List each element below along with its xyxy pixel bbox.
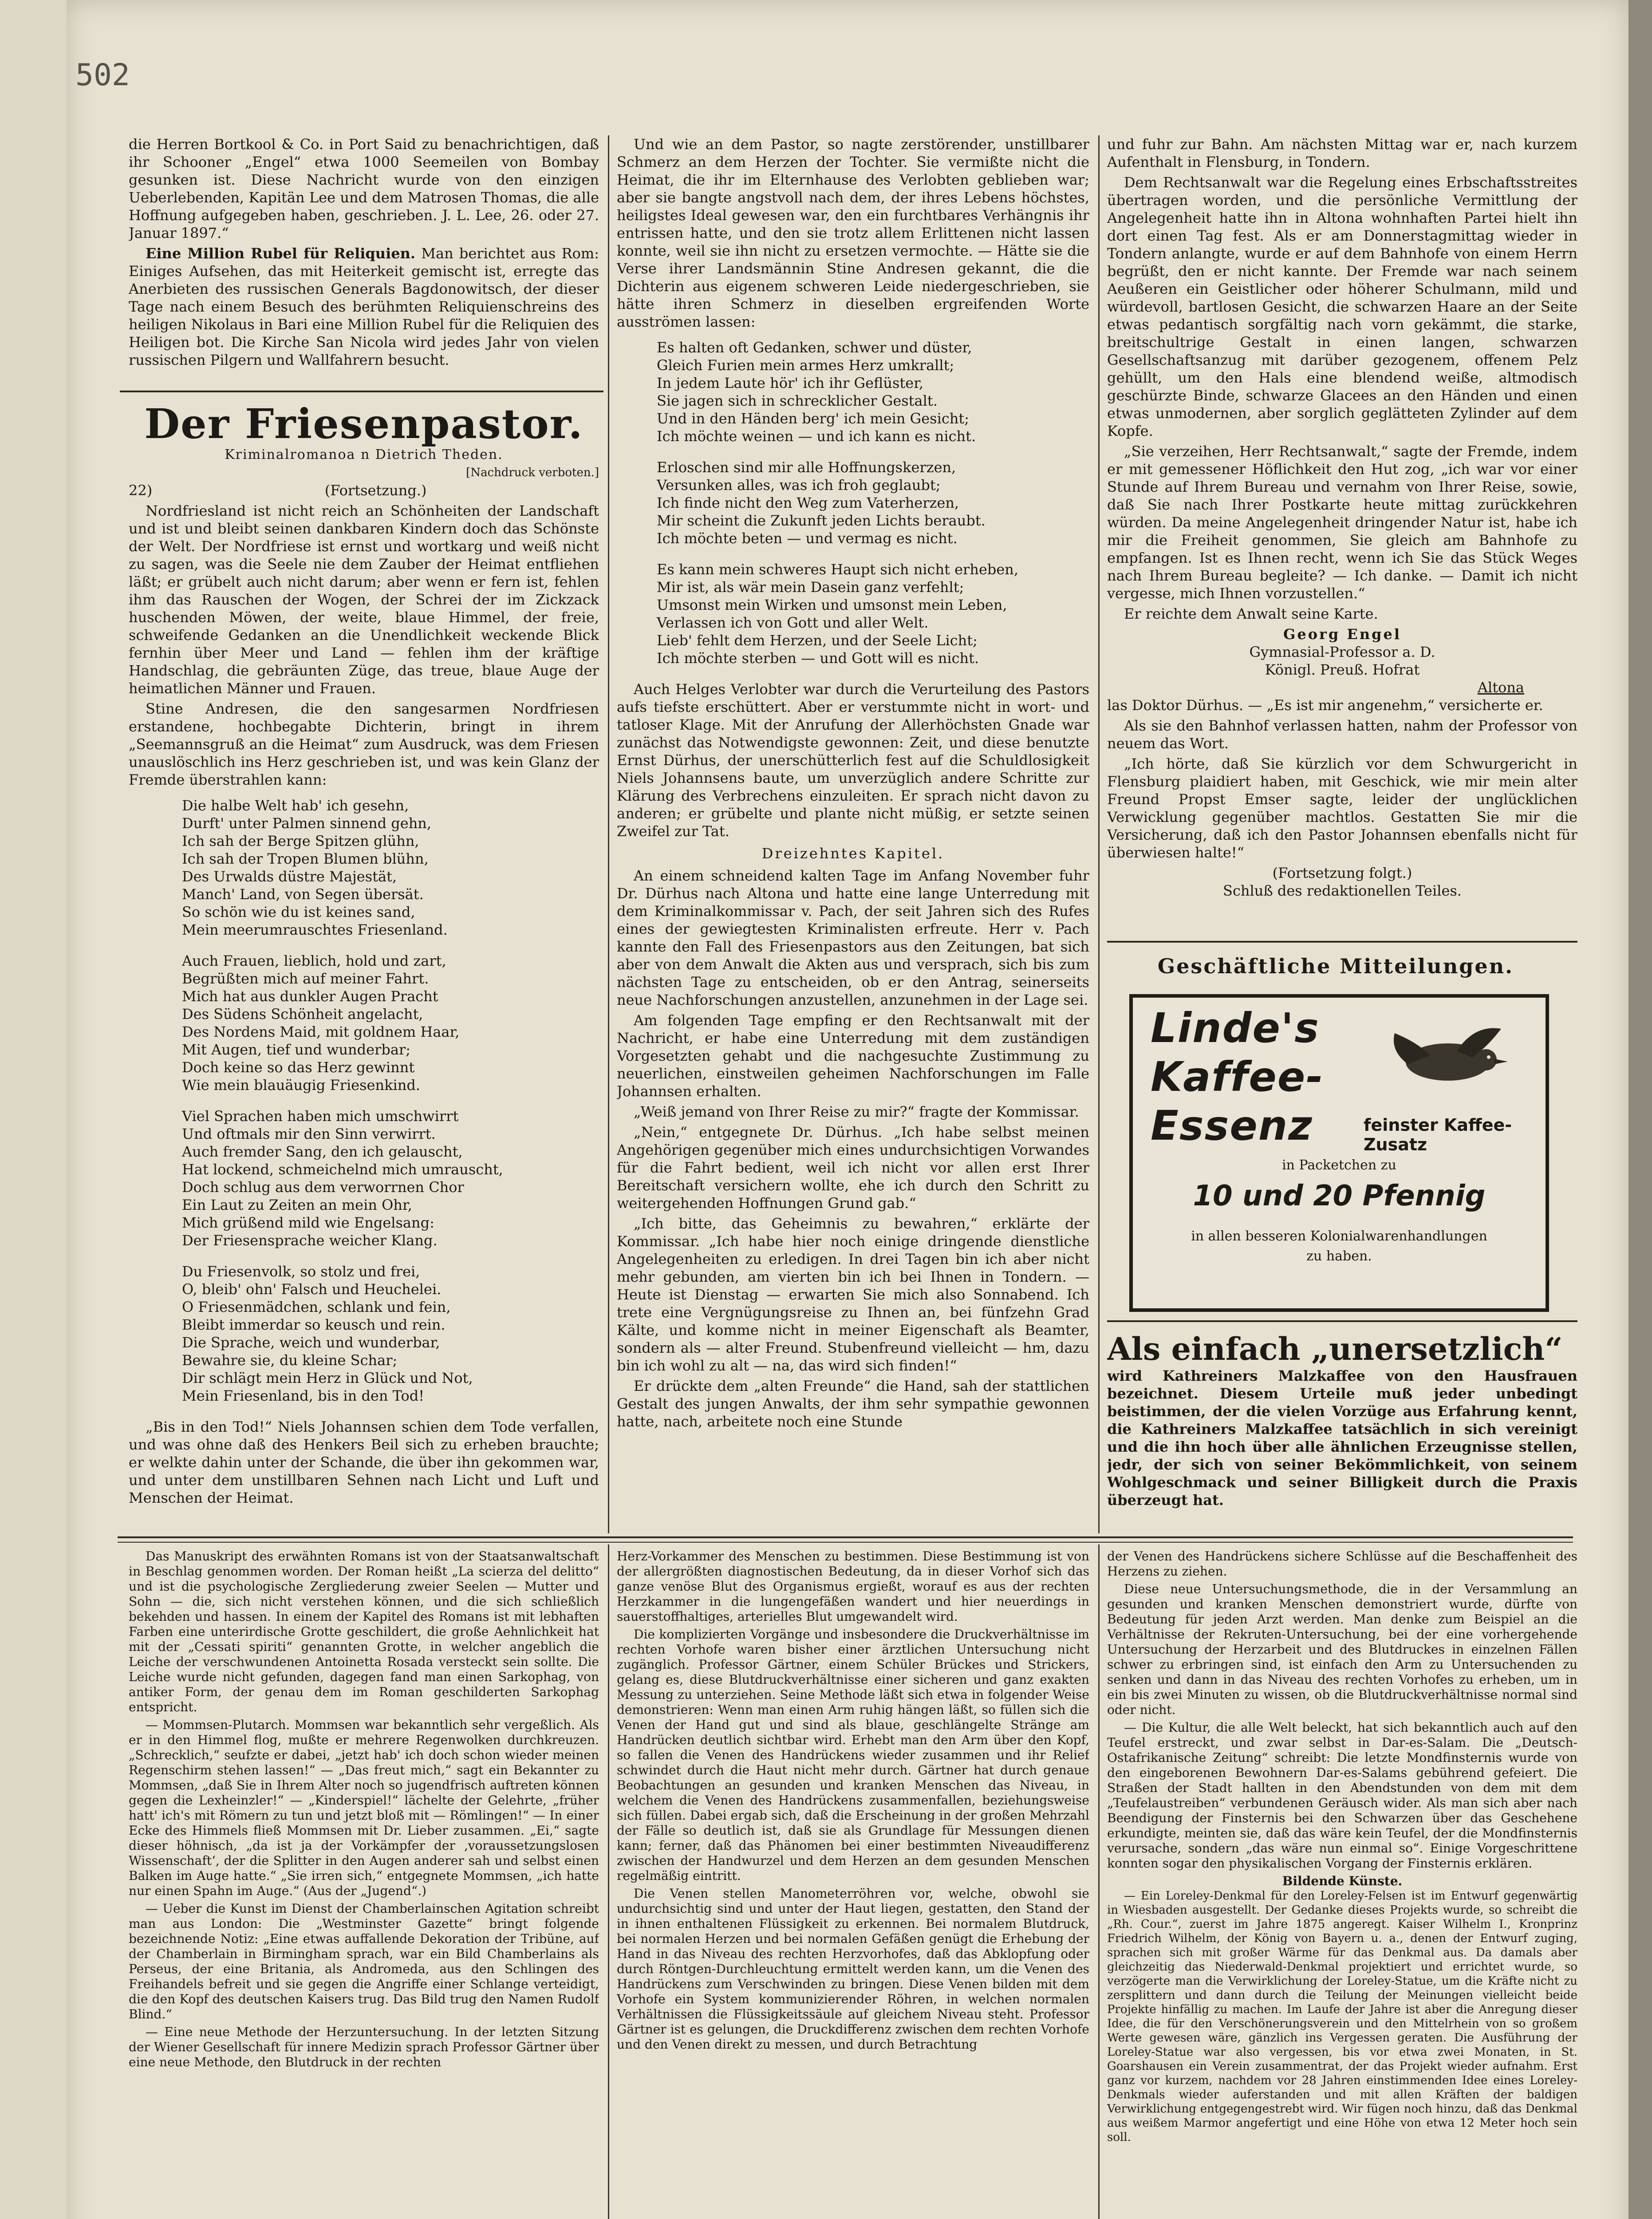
- poem-line: Und in den Händen berg' ich mein Gesicht;: [657, 410, 969, 427]
- ad-price: 10 und 20 Pfennig: [1193, 1180, 1486, 1212]
- poem-line: Wie mein blauäugig Friesenkind.: [182, 1077, 420, 1094]
- chapter-heading: Dreizehntes Kapitel.: [761, 845, 945, 862]
- poem-line: Ich finde nicht den Weg zum Vaterherzen,: [657, 494, 959, 511]
- novel-paragraph: „Bis in den Tod!“ Niels Johannsen schien dem Tode verfallen, und was ohne daß des Henkers Beil sich zu erheben brauchte; er welkte dahin unter der Schande, die über ihn gekommen war, und unter dem unstillbaren Sehnen nach Licht und Luft und Menschen der Heimat.: [129, 1418, 599, 1506]
- feuilleton-paragraph: — Ein Loreley-Denkmal für den Loreley-Felsen ist im Entwurf gegenwärtig in Wiesbaden ausgestellt. Der Gedanke dieses Projekts wurde, so schreibt die „Rh. Cour.“, zuerst im Jahre 1875 angeregt. Kaiser Wilhelm I., Kronprinz Friedrich Wilhelm, der König von Bayern u. a., denen der Entwurf zuging, sprachen sich mit großer Wärme für das Denkmal aus. Da damals aber gleichzeitig das Niederwald-Denkmal projektiert und errichtet wurde, so verzögerte man die Verwirklichung der Loreley-Statue, um die Kräfte nicht zu zersplittern und dann durch die Teilung der Meinungen vielleicht beide Projekte hinfällig zu machen. Im Laufe der Jahre ist aber die Anregung dieser Idee, die für den Verschönerungsverein und den Mittelrhein von so großem Werte gewesen wäre, gänzlich ins Vergessen geraten. Die Ausführung der Loreley-Statue war also vergessen, bis vor etwa zwei Monaten, in St. Goarshausen ein Verein zusammentrat, der das Projekt wieder aufnahm. Erst ganz vor kurzem, nachdem vor 28 Jahren einstimmenden Idee eines Loreley-Denkmals wieder auferstanden und mit allen Kräften der baldigen Verwirklichung entgegengestrebt wird. Wir fügen noch hinzu, daß das Denkmal aus weißem Marmor angefertigt und eine Höhe von etwa 12 Meter hoch sein soll.: [1107, 1889, 1577, 2144]
- poem-stanza: [182, 1107, 599, 1249]
- poem-line: Mit Augen, tief und wunderbar;: [182, 1041, 411, 1058]
- poem-line: Mir ist, als wär mein Dasein ganz verfehlt;: [657, 579, 964, 596]
- poem-line: So schön wie du ist keines sand,: [182, 904, 415, 920]
- page-number: 502: [75, 58, 130, 93]
- poem-stanza: [182, 1263, 599, 1405]
- poem-stanza: [657, 561, 1089, 667]
- linde-kaffee-ad: [1129, 994, 1549, 1312]
- poem-line: Lieb' fehlt dem Herzen, und der Seele Licht;: [657, 632, 978, 649]
- ad-packs-label: in Packetchen zu: [1282, 1157, 1396, 1173]
- poem-line: Hat lockend, schmeichelnd mich umrauscht,: [182, 1161, 503, 1178]
- poem-seemannsgruss: [182, 797, 599, 1405]
- poem-stanza: [182, 952, 599, 1094]
- poem-line: Verlassen ich von Gott und aller Welt.: [657, 614, 929, 631]
- novel-paragraph: Er reichte dem Anwalt seine Karte.: [1124, 605, 1378, 622]
- poem-line: Des Nordens Maid, mit goldnem Haar,: [182, 1023, 460, 1040]
- poem-line: Manch' Land, von Segen übersät.: [182, 886, 424, 903]
- news-headline: Eine Million Rubel für Reliquien.: [146, 245, 415, 262]
- poem-line: Mir scheint die Zukunft jeden Lichts beraubt.: [657, 512, 986, 529]
- card-city: Altona: [1477, 679, 1524, 696]
- column-rule: [1098, 135, 1100, 1533]
- ad-stores: zu haben.: [1306, 1248, 1372, 1264]
- feuilleton-paragraph: der Venen des Handrückens sichere Schlüsse auf die Beschaffenheit des Herzens zu ziehen.: [1107, 1549, 1577, 1579]
- novel-paragraph: Am folgenden Tage empfing er den Rechtsanwalt mit der Nachricht, er habe eine Unterredung mit dem zuständigen Vorgesetzten gehabt und die nachgesuchte Zustimmung zu neuerlichen, einstweilen geheimen Nachforschungen im Falle Johannsen erhalten.: [617, 1012, 1089, 1100]
- poem-line: Es kann mein schweres Haupt sich nicht erheben,: [657, 561, 1019, 578]
- reprint-notice: [Nachdruck verboten.]: [466, 466, 599, 479]
- poem-stanza: [657, 458, 1089, 547]
- novel-column-1: [129, 397, 599, 1533]
- poem-line: Erloschen sind mir alle Hoffnungskerzen,: [657, 459, 956, 476]
- poem-line: Auch Frauen, lieblich, hold und zart,: [182, 952, 446, 969]
- poem-line: Mich hat aus dunkler Augen Pracht: [182, 988, 438, 1005]
- poem-line: Mich grüßend mild wie Engelsang:: [182, 1214, 434, 1231]
- news-column-1: [129, 135, 599, 388]
- poem-line: Mein Friesenland, bis in den Tod!: [182, 1387, 425, 1404]
- ad-brand-line: Kaffee-: [1151, 1053, 1324, 1101]
- feuilleton-paragraph: — Eine neue Methode der Herzuntersuchung. In der letzten Sitzung der Wiener Gesellschaft für innere Medizin sprach Professor Gärtner über eine neue Methode, den Blutdruck in der rechten: [129, 2025, 599, 2069]
- feuilleton-column-2: [617, 1549, 1089, 2219]
- ad-stores: in allen besseren Kolonialwarenhandlungen: [1191, 1228, 1487, 1244]
- novel-paragraph: „Ich bitte, das Geheimnis zu bewahren,“ erklärte der Kommissar. „Ich habe hier noch einige dringende dienstliche Angelegenheiten zu erledigen. In drei Tagen bin ich aber nicht mehr gebunden, am vierten bin ich bei Ihnen in Tondern. — Heute ist Dienstag — erwarten Sie mich also Sonnabend. Ich trete eine Vergnügungsreise zu Ihnen an, bei fünfzehn Grad Kälte, und komme nicht in meiner Eigenschaft als Beamter, sondern als — alter Freund. Stubenfreund vielleicht — hm, dazu bin ich wohl zu alt — na, das wird sich finden!“: [617, 1215, 1089, 1374]
- poem-stanza: [657, 339, 1089, 445]
- poem-line: Umsonst mein Wirken und umsonst mein Leben,: [657, 596, 1007, 613]
- feuilleton-paragraph: — Ueber die Kunst im Dienst der Chamberlainschen Agitation schreibt man aus London: Die „Westminster Gazette“ bringt folgende bezeichnende Notiz: „Eine etwas auffallende Dekoration der Tribüne, auf der Chamberlain in Birmingham sprach, war ein Bild Chamberlains als Perseus, der eine Britania, als Andromeda, aus den Schlingen des Freihandels befreit und sie gegen die Angriffe einer Schlange verteidigt, die den Kopf des deutschen Kaisers trug. Das Bild trug den Namen Rudolf Blind.“: [129, 1901, 599, 2022]
- feuilleton-rule-thin: [118, 1542, 1573, 1543]
- novel-paragraph: „Ich hörte, daß Sie kürzlich vor dem Schwurgericht in Flensburg plaidiert haben, mit Geschick, wie mir mein alter Freund Propst Emser sagte, leider der unglücklichen Verwicklung gegenüber machtlos. Gestatten Sie mir die Versicherung, daß ich den Pastor Johannsen ebenfalls nicht für überwiesen halte!“: [1107, 755, 1577, 861]
- news-text: Man berichtet aus Rom: Einiges Aufsehen, das mit Heiterkeit gemischt ist, erregte das Anerbieten des russischen Generals Bagdonowitsch, der dieser Tage nach einem Besuch des berühmten Reliquienschreins des heiligen Nikolaus in Bari eine Million Rubel für die Reliquien des Heiligen bot. Die Kirche San Nicola wird jedes Jahr von vielen russischen Pilgern und Wallfahrern besucht.: [129, 245, 599, 368]
- novel-paragraph: „Nein,“ entgegnete Dr. Dürhus. „Ich habe selbst meinen Angehörigen gegenüber mich eines undurchsichtigen Vorwandes für die Fahrt bedient, weil ich nicht vor allen erst Ihrer Bereitschaft versichern wollte, ehe ich durch den Schritt zu weitergehenden Hoffnungen Grund gab.“: [617, 1124, 1089, 1212]
- novel-column-2: [617, 135, 1089, 1533]
- novel-paragraph: Als sie den Bahnhof verlassen hatten, nahm der Professor von neuem das Wort.: [1107, 717, 1577, 752]
- poem-line: Du Friesenvolk, so stolz und frei,: [182, 1263, 420, 1280]
- poem-line: Ich sah der Berge Spitzen glühn,: [182, 833, 419, 849]
- novel-paragraph: „Sie verzeihen, Herr Rechtsanwalt,“ sagte der Fremde, indem er mit gemessener Höflichkeit den Hut zog, „ich war vor einer Stunde auf Ihrem Bureau und vernahm von Ihrer Reise, sowie, daß Sie nach Ihrer Postkarte heute mittag zurückkehren würden. Da meine Angelegenheit dringender Natur ist, habe ich mir die Freiheit genommen, Sie gleich am Bahnhofe zu empfangen. Ist es Ihnen recht, wenn ich Sie das Stück Weges nach Ihrem Bureau begleite? — Ich danke. — Damit ich nicht vergesse, mich Ihnen vorzustellen.“: [1107, 443, 1577, 602]
- poem-line: Es halten oft Gedanken, schwer und düster,: [657, 339, 972, 356]
- feuilleton-column-1: [129, 1549, 599, 2219]
- kathreiner-notice: [1107, 1331, 1577, 1533]
- novel-paragraph: An einem schneidend kalten Tage im Anfang November fuhr Dr. Dürhus nach Altona und hatte eine lange Unterredung mit dem Kriminalkommissar v. Pach, der seit Jahren sich des Rufes eines der gewiegtesten Kriminalisten erfreute. Herr v. Pach kannte den Fall des Friesenpastors aus den Zeitungen, bat sich aber von dem Anwalt die Akten aus und versprach, sich bis zum nächsten Tage zu entscheiden, ob er den Antrag, seinerseits neue Nachforschungen anzustellen, anzunehmen in der Lage sei.: [617, 867, 1089, 1008]
- section-rule: [1107, 1320, 1577, 1322]
- feuilleton-column-3: [1107, 1549, 1577, 2219]
- card-title: Königl. Preuß. Hofrat: [1265, 661, 1420, 678]
- instalment-number: 22): [129, 482, 153, 499]
- novel-paragraph: Stine Andresen, die den sangesarmen Nordfriesen erstandene, hochbegabte Dichterin, bringt in ihrem „Seemannsgruß an die Heimat“ zum Ausdruck, was dem Friesen unauslöschlich ins Herz geschrieben ist, und was kein Glanz der Fremde überstrahlen kann:: [129, 700, 599, 788]
- poem-line: O, bleib' ohn' Falsch und Heuchelei.: [182, 1281, 442, 1298]
- poem-line: Viel Sprachen haben mich umschwirrt: [182, 1108, 459, 1125]
- card-name: Georg Engel: [1283, 626, 1401, 643]
- editorial-end-note: Schluß des redaktionellen Teiles.: [1223, 882, 1462, 899]
- novel-paragraph: Er drückte dem „alten Freunde“ die Hand, sah der stattlichen Gestalt des jungen Anwalts, der ihm sehr sympathie gewonnen hatte, nach, arbeitete noch eine Stunde: [617, 1378, 1089, 1430]
- novel-paragraph: Nordfriesland ist nicht reich an Schönheiten der Landschaft und ist und bleibt seinen dankbaren Kindern doch das Schönste der Welt. Der Nordfriese ist ernst und wortkarg und weiß nicht zu sagen, was die Seele nie dem Zauber der Heimat entfliehen läßt; er grübelt auch nicht darum; aber wenn er fern ist, fehlen ihm das Rauschen der Wogen, der Schrei der im Zickzack huschenden Möwen, der weite, blaue Himmel, der freie, schweifende Gedanken an die Unendlichkeit weckende Blick fernhin über Meer und Land — fehlen ihm der kräftige Handschlag, die gebräunten Züge, das treue, blaue Auge der heimatlichen Männer und Frauen.: [129, 502, 599, 697]
- poem-line: Gleich Furien mein armes Herz umkrallt;: [657, 357, 954, 374]
- visiting-card: [1107, 625, 1577, 696]
- dove-logo-icon: [1381, 1015, 1514, 1104]
- novel-paragraph: Dem Rechtsanwalt war die Regelung eines Erbschaftsstreites übertragen worden, und die persönliche Vermittlung der Angelegenheit hatte ihn in Altona wohnhaften Partei hielt ihn dort einen Tag fest. Als er am Donnerstagmittag wieder in Tondern anlangte, wurde er auf dem Bahnhofe von einem Herrn begrüßt, den er nicht kannte. Der Fremde war nach seinem Aeußeren ein Geistlicher oder höherer Schulmann, mild und würdevoll, bartlosen Gesicht, die schwarzen Haare an der Seite etwas pedantisch sorgfältig nach vorn gekämmt, die starke, breitschultrige Gestalt in einen langen, schwarzen Gesellschaftsanzug mit darüber gezogenem, offenem Pelz gehüllt, um den Hals eine blendend weiße, altmodisch geschürzte Binde, schwarze Glacees an den Händen und einen etwas unmodernen, aber sorglich geglätteten Zylinder auf dem Kopfe.: [1107, 174, 1577, 439]
- poem-line: Ich möchte beten — und vermag es nicht.: [657, 530, 958, 547]
- continued-note: (Fortsetzung folgt.): [1272, 865, 1412, 881]
- feuilleton-paragraph: Herz-Vorkammer des Menschen zu bestimmen. Diese Bestimmung ist von der allergrößten diagnostischen Bedeutung, da in dieser Vorhof sich das ganze venöse Blut des Organismus ergießt, worauf es aus der rechten Herzkammer in die lungengefäßen wandert und hier neuerdings in sauerstoffhaltiges, arterielles Blut umgewandelt wird.: [617, 1549, 1089, 1624]
- novel-paragraph: Auch Helges Verlobter war durch die Verurteilung des Pastors aufs tiefste erschüttert. Aber er verstummte nicht in wort- und tatloser Klage. Mit der Anrufung der Allerhöchsten Gnade war zunächst das Notwendigste gewonnen: Zeit, und diese benutzte Ernst Dürhus, der unerschütterlich fest auf die Schuldlosigkeit Niels Johannsens baute, um unverzüglich andere Schritte zur Klärung des Verbrechens einzuleiten. Er sprach nicht davon zu anderen; er grübelte und plante nicht müßig, er setzte seinen Zweifel zur Tat.: [617, 681, 1089, 840]
- poem-line: Des Südens Schönheit angelacht,: [182, 1006, 423, 1023]
- poem-stanza: [182, 797, 599, 939]
- poem-line: Versunken alles, was ich froh geglaubt;: [657, 477, 941, 494]
- poem-line: Mein meerumrauschtes Friesenland.: [182, 921, 448, 938]
- novel-paragraph: Und wie an dem Pastor, so nagte zerstörender, unstillbarer Schmerz an dem Herzen der Tochter. Sie vermißte nicht die Heimat, die ihr im Elternhause des Verlobten geblieben war; aber sie bangte angstvoll nach dem, der ihres Lebens höchstes, heiligstes Ideal gewesen war, den ein furchtbares Verhängnis ihr entrissen hatte, und den sie trotz allem Erlittenen nicht lassen konnte, weil sie ihn nicht zu ersetzen vermochte. — Hätte sie die Verse ihrer Landsmännin Stine Andresen gekannt, die die Dichterin aus eigenem schweren Leide niedergeschrieben, sie hätte ihren Schmerz in dieselben ergreifenden Worte ausströmen lassen:: [617, 136, 1089, 330]
- feuilleton-paragraph: — Mommsen-Plutarch. Mommsen war bekanntlich sehr vergeßlich. Als er in den Himmel flog, mußte er mehrere Regenwolken durchkreuzen. „Schrecklich,“ seufzte er dabei, „jetzt hab' ich doch schon wieder meinen Regenschirm stehen lassen!“ — „Das freut mich,“ sagt ein Bekannter zu Mommsen, „daß Sie in Ihrem Alter noch so jugendfrisch auftreten können gegen die Lexheinzler!“ — „Kinderspiel!“ lächelte der Gelehrte, „früher hatt' ich's mit Römern zu tun und jetzt bloß mit — Römlingen!“ — In einer Ecke des Himmels fließ Mommsen mit Dr. Lieber zusammen. „Ei,“ sagte dieser höhnisch, „da ist ja der Vorkämpfer der ‚voraussetzungslosen Wissenschaft‘, der die Splitter in den Augen anderer sah und selbst einen Balken im Auge hatte.“ „Sie irren sich,“ entgegnete Mommsen, „ich hatte nur einen Spahn im Auge.“ (Aus der „Jugend“.): [129, 1718, 599, 1898]
- column-rule: [608, 135, 609, 1533]
- column-rule: [1098, 1544, 1100, 2219]
- poem-line: Sie jagen sich in schrecklicher Gestalt.: [657, 392, 938, 409]
- news-paragraph: die Herren Bortkool & Co. in Port Said zu benachrichtigen, daß ihr Schooner „Engel“ etwa 1000 Seemeilen von Bombay gesunken ist. Diese Nachricht wurde von den einzigen Ueberlebenden, Kapitän Lee und dem Matrosen Thomas, die alle Hoffnung aufgegeben haben, geschrieben. J. L. Lee, 26. oder 27. Januar 1897.“: [129, 136, 599, 241]
- ad-tagline: feinster Kaffee-Zusatz: [1364, 1115, 1512, 1154]
- ad-brand-line: Linde's: [1151, 1004, 1320, 1052]
- notice-title: Als einfach „unersetzlich“: [1107, 1331, 1563, 1367]
- poem-line: Durft' unter Palmen sinnend gehn,: [182, 815, 432, 832]
- poem-line: Ich sah der Tropen Blumen blühn,: [182, 850, 429, 867]
- poem-line: Auch fremder Sang, den ich gelauscht,: [182, 1143, 463, 1160]
- poem-line: Bewahre sie, du kleine Schar;: [182, 1352, 398, 1369]
- column-rule: [608, 1544, 609, 2219]
- novel-paragraph: „Weiß jemand von Ihrer Reise zu mir?“ fragte der Kommissar.: [634, 1103, 1079, 1120]
- ad-brand-line: Essenz: [1151, 1102, 1313, 1149]
- feuilleton-rule: [118, 1536, 1573, 1538]
- poem-andresen: [657, 339, 1089, 667]
- feuilleton-paragraph: Diese neue Untersuchungsmethode, die in der Versammlung an gesunden und kranken Menschen demonstriert wurde, dürfte von Bedeutung für jeden Arzt werden. Man denke zum Beispiel an die Verhältnisse der Rekruten-Untersuchung, bei der eine vorhergehende Untersuchung der Herzarbeit und des Blutdruckes in einzelnen Fällen schwer zu erbringen sind, ist einfach den Arm zu Untersuchenden zu senken und dann in das Niveau des rechten Vorhofes zu erheben, um in ein bis zwei Minuten zu wissen, ob die Blutdruckverhältnisse normal sind oder nicht.: [1107, 1582, 1577, 1717]
- poem-line: Ein Laut zu Zeiten an mein Ohr,: [182, 1196, 412, 1213]
- poem-line: Begrüßten mich auf meiner Fahrt.: [182, 970, 429, 987]
- poem-line: Dir schlägt mein Herz in Glück und Not,: [182, 1370, 473, 1386]
- card-title: Gymnasial-Professor a. D.: [1249, 644, 1435, 660]
- novel-subtitle: Kriminalromanoa n Dietrich Theden.: [225, 447, 503, 462]
- poem-line: Ich möchte weinen — und ich kann es nicht.: [657, 428, 976, 445]
- feuilleton-paragraph: Die Venen stellen Manometerröhren vor, welche, obwohl sie undurchsichtig sind und unter der Haut liegen, gestatten, den Stand der in ihnen enthaltenen Flüssigkeit zu erkennen. Bei normalem Blutdruck, bei normalen Herzen und bei normalen Gefäßen genügt die Erhebung der Hand in das Niveau des rechten Herzvorhofes, daß das Abklopfung oder durch Röntgen-Durchleuchtung ermittelt werden kann, um die Venen des Handrückens zum Verschwinden zu bringen. Diese Venen bilden mit dem Vorhofe ein System kommunizierender Röhren, in welchen normalen Verhältnissen die Flüssigkeitssäule auf gleichem Niveau steht. Professor Gärtner ist es gelungen, die Druckdifferenz zwischen dem rechten Vorhofe und den Venen direkt zu messen, und durch Betrachtung: [617, 1886, 1089, 2052]
- poem-line: Die Sprache, weich und wunderbar,: [182, 1334, 440, 1351]
- notice-text: wird Kathreiners Malzkaffee von den Hausfrauen bezeichnet. Diesem Urteile muß jeder unbedingt beistimmen, der die vielen Vorzüge aus Erfahrung kennt, die Kathreiners Malzkaffee tatsächlich in sich vereinigt und die ihn hoch über alle ähnlichen Erzeugnisse stellen, jedr, der sich von seiner Bekömmlichkeit, von seinem Wohlgeschmack und seiner Billigkeit durch die Praxis überzeugt hat.: [1107, 1367, 1577, 1508]
- news-paragraph: [129, 245, 599, 369]
- poem-line: Doch keine so das Herz gewinnt: [182, 1059, 415, 1076]
- poem-line: Doch schlug aus dem verworrnen Chor: [182, 1179, 464, 1196]
- poem-line: Der Friesensprache weicher Klang.: [182, 1232, 438, 1249]
- ads-section-heading: Geschäftliche Mitteilungen.: [1157, 954, 1514, 978]
- feuilleton-paragraph: — Die Kultur, die alle Welt beleckt, hat sich bekanntlich auch auf den Teufel erstreckt, und zwar selbst in Dar-es-Salam. Die „Deutsch-Ostafrikanische Zeitung“ schreibt: Die letzte Mondfinsternis wurde von den eingeborenen Bewohnern Dar-es-Salams gebührend gefeiert. Die Straßen der Stadt hallten in den Abendstunden von dem mit dem „Teufelaustreiben“ verbundenen Geräusch wider. Als man sich aber nach Beendigung der Finsternis bei den Schwarzen über das Geschehene erkundigte, meinten sie, daß das wäre kein Teufel, der die Mondfinsternis verursache, sondern „das wäre nun einmal so“. Einige Vorgeschrittene konnten sogar den physikalischen Vorgang der Finsternis erklären.: [1107, 1720, 1577, 1871]
- section-rule: [1107, 941, 1577, 943]
- poem-line: In jedem Laute hör' ich ihr Geflüster,: [657, 375, 924, 391]
- poem-line: O Friesenmädchen, schlank und fein,: [182, 1299, 451, 1315]
- poem-line: Des Urwalds düstre Majestät,: [182, 868, 397, 885]
- poem-line: Und oftmals mir den Sinn verwirrt.: [182, 1125, 436, 1142]
- book-gutter: [1628, 0, 1652, 2219]
- novel-paragraph: las Doktor Dürhus. — „Es ist mir angenehm,“ versicherte er.: [1107, 697, 1543, 714]
- section-rule: [120, 391, 603, 392]
- feuilleton-paragraph: Die komplizierten Vorgänge und insbesondere die Druckverhältnisse im rechten Vorhofe waren bisher einer ärztlichen Untersuchung nicht zugänglich. Professor Gärtner, einem Schüler Brückes und Strickers, gelang es, diese Blutdruckverhältnisse einer sicheren und ganz exakten Messung zu unterziehen. Seine Methode läßt sich etwa in folgender Weise demonstrieren: Wenn man einen Arm ruhig hängen läßt, so füllen sich die Venen der Hand gut und sind als blaue, geschlängelte Stränge am Handrücken deutlich sichtbar wird. Erhebt man den Arm über den Kopf, so fallen die Venen des Handrückens wieder zusammen und ihr Relief schwindet durch die Haut nicht mehr durch. Gärtner hat durch genaue Beobachtungen an gesunden und kranken Menschen das Niveau, in welchem die Venen des Handrückens zusammenfallen, beziehungsweise sich füllen. Dabei ergab sich, daß die Erscheinung in der großen Mehrzahl der Fälle so deutlich ist, daß sie als Grundlage für Messungen dienen kann; ferner, daß das Phänomen bei einer bestimmten Niveaudifferenz zwischen der Handwurzel und dem Herzen an dem gesunden Menschen regelmäßig eintritt.: [617, 1627, 1089, 1883]
- feuilleton-paragraph: Das Manuskript des erwähnten Romans ist von der Staatsanwaltschaft in Beschlag genommen worden. Der Roman heißt „La scierza del delitto“ und ist die psychologische Zergliederung zweier Seelen — Mutter und Sohn — die, sich nicht verstehen können, und die sich schließlich bekehden und hassen. In einem der Kapitel des Romans ist mit lebhaften Farben eine unterirdische Grotte geschildert, die große Aehnlichkeit hat mit der „Cessati spiriti“ genannten Grotte, in welcher angeblich die Leiche der verschwundenen Antoinetta Rosada versteckt sein sollte. Die Leiche wurde nicht gefunden, dagegen fand man einen Sarkophag, von antiker Form, der genau dem im Roman geschilderten Sarkophag entspricht.: [129, 1549, 599, 1714]
- novel-paragraph: und fuhr zur Bahn. Am nächsten Mittag war er, nach kurzem Aufenthalt in Flensburg, in Tondern.: [1107, 136, 1577, 170]
- poem-line: Bleibt immerdar so keusch und rein.: [182, 1316, 446, 1333]
- novel-column-3: [1107, 135, 1577, 948]
- poem-line: Ich möchte sterben — und Gott will es nicht.: [657, 650, 979, 667]
- poem-line: Die halbe Welt hab' ich gesehn,: [182, 797, 409, 814]
- section-heading: Bildende Künste.: [1282, 1874, 1403, 1888]
- novel-title: Der Friesenpastor.: [144, 400, 584, 448]
- continued-label: (Fortsetzung.): [324, 482, 427, 499]
